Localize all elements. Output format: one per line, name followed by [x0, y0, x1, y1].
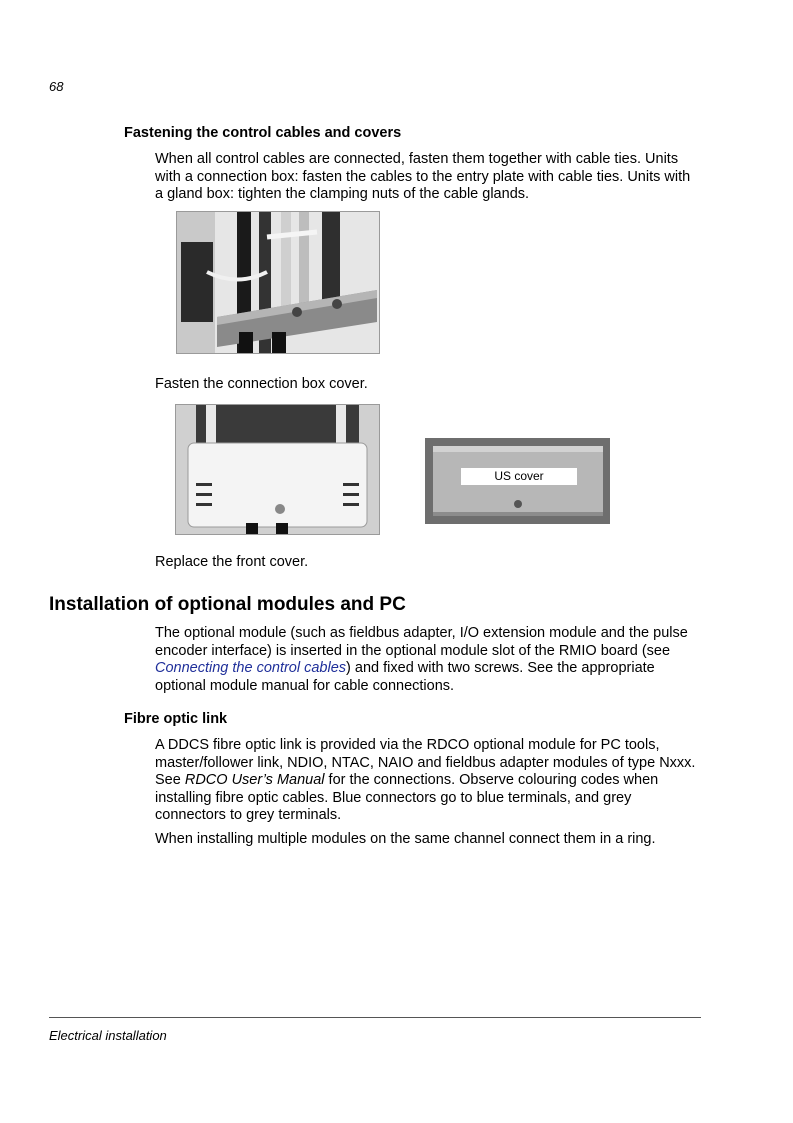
reference-rdco-manual: RDCO User’s Manual — [184, 772, 325, 788]
paragraph-optional-modules-text-2: ) and fixed with two screws. See the appropriate optional module manual for cable connections. — [155, 660, 655, 694]
section-heading-optional-modules: Installation of optional modules and PC — [49, 594, 406, 615]
photo-connection-box-cover — [175, 404, 380, 535]
link-connecting-control-cables[interactable]: Connecting the control cables — [155, 660, 347, 676]
paragraph-optional-modules — [155, 625, 700, 695]
section-heading-fastening: Fastening the control cables and covers — [124, 125, 402, 141]
paragraph-fibre-optic — [155, 737, 700, 825]
paragraph-fibre-optic-text-1: A DDCS fibre optic link is provided via the RDCO optional module for PC tools, master/follower link, NDIO, NTAC, NAIO and fieldbus adapter modules of type Nxxx. See — [155, 737, 696, 788]
section-heading-fibre-optic: Fibre optic link — [124, 711, 228, 727]
photo-connection-box-cover-illustration — [176, 405, 379, 534]
paragraph-multiple-modules: When installing multiple modules on the same channel connect them in a ring. — [155, 831, 656, 847]
us-cover-label: US cover — [461, 468, 577, 485]
caption-connection-box: Fasten the connection box cover. — [155, 376, 368, 392]
photo-cable-ties — [176, 211, 380, 354]
caption-front-cover: Replace the front cover. — [155, 554, 309, 570]
photo-cable-ties-illustration — [177, 212, 379, 353]
photo-us-cover — [425, 438, 610, 524]
paragraph-optional-modules-text-1: The optional module (such as fieldbus adapter, I/O extension module and the pulse encoder interface) is inserted in the optional module slot of the RMIO board (see — [155, 625, 688, 659]
paragraph-fibre-optic-text-2: for the connections. Observe colouring codes when installing fibre optic cables. Blue connectors go to blue terminals, and grey connectors to grey terminals. — [155, 772, 659, 823]
footer-divider — [49, 1017, 701, 1018]
paragraph-fastening: When all control cables are connected, fasten them together with cable ties. Units with a connection box: fasten the cables to the entry plate with cable ties. Units with a gland box: tighten the clamping nuts of the cable glands. — [155, 151, 691, 202]
footer-section-name: Electrical installation — [49, 1028, 167, 1043]
page-number: 68 — [49, 79, 64, 94]
